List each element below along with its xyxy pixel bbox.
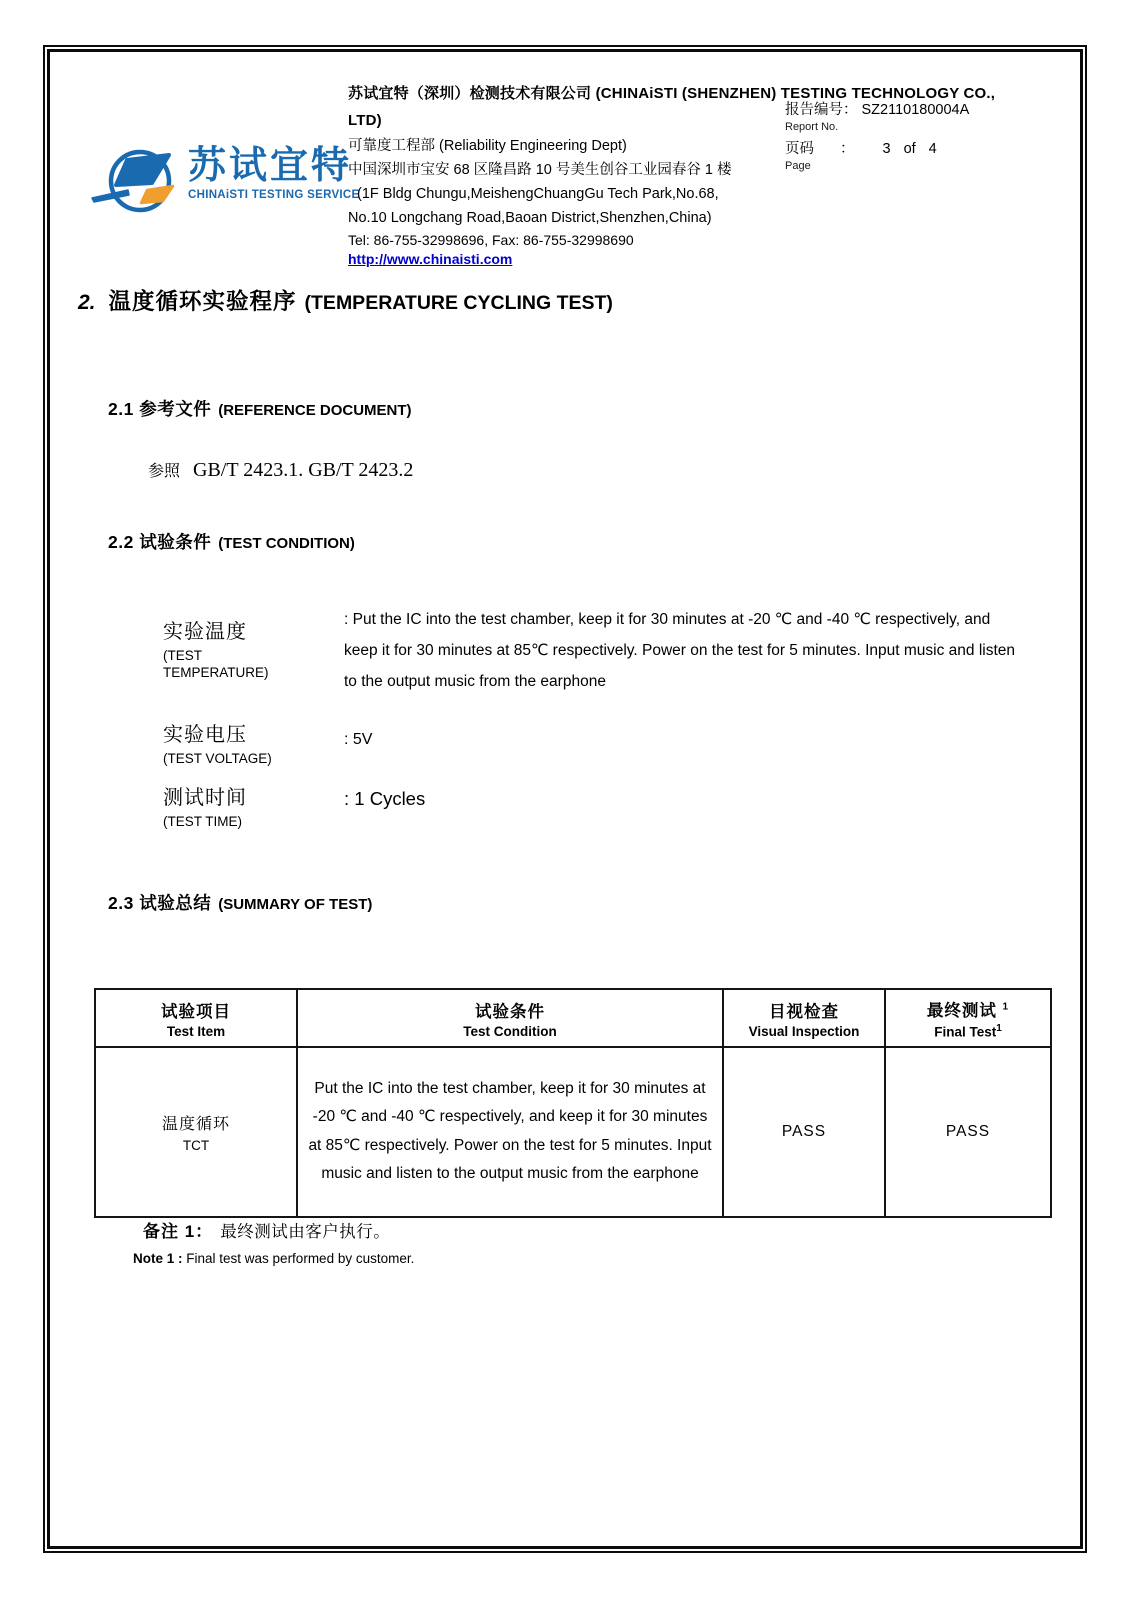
- test-time-label: [163, 781, 338, 830]
- reference-prefix: 参照: [148, 463, 181, 480]
- test-voltage-value: : 5V: [344, 731, 373, 748]
- section-title: [78, 284, 613, 316]
- col-final-test-cn-sup: 1: [1002, 1001, 1010, 1013]
- note-1-cn-prefix: 备注 1：: [143, 1222, 214, 1241]
- note-1-cn-text: 最终测试由客户执行。: [220, 1223, 391, 1241]
- test-voltage-label-cn: 实验电压: [163, 724, 247, 746]
- page-total: 4: [928, 141, 937, 157]
- summary-table: [94, 988, 1052, 1218]
- note-1-en-text: Final test was performed by customer.: [182, 1251, 415, 1266]
- col-test-condition-cn: 试验条件: [475, 1002, 545, 1021]
- test-temperature-label-cn: 实验温度: [163, 621, 247, 643]
- col-visual-inspection-en: Visual Inspection: [748, 1023, 860, 1039]
- logo-text: [188, 146, 360, 201]
- test-voltage-label-en: (TEST VOLTAGE): [163, 751, 272, 766]
- section-title-cn: 温度循环实验程序: [108, 289, 297, 314]
- col-final-test-en: [890, 1023, 1046, 1040]
- page-no-line: [785, 140, 1020, 158]
- page-colon: ：: [840, 141, 855, 157]
- col-final-test-en-sup: 1: [996, 1023, 1002, 1034]
- reference-standards: GB/T 2423.1. GB/T 2423.2: [193, 459, 414, 481]
- address-en-line1: (1F Bldg Chungu,MeishengChuangGu Tech Park,No.68,: [357, 186, 719, 202]
- report-no-value: SZ2110180004A: [861, 102, 970, 118]
- page-of-word: of: [903, 141, 916, 157]
- test-time-label-cn: 测试时间: [163, 787, 247, 809]
- column-header-test-item: [95, 989, 297, 1047]
- logo-company-name: 苏试宜特: [188, 145, 353, 187]
- cell-test-condition: Put the IC into the test chamber, keep it for 30 minutes at -20 ℃ and -40 ℃ respectively, and keep it for 30 minutes at 85℃ respectively. Power on the test for 5 minutes. Input music and listen to the output music from the earphone: [297, 1047, 723, 1217]
- cell-test-item: [95, 1047, 297, 1217]
- col-final-test-cn: [890, 997, 1046, 1021]
- column-header-visual-inspection: [723, 989, 885, 1047]
- heading-reference-document: [108, 396, 412, 421]
- cell-visual-inspection-result: PASS: [723, 1047, 885, 1217]
- test-item-en: TCT: [182, 1137, 210, 1153]
- test-temperature-label-en: (TEST TEMPERATURE): [163, 648, 269, 680]
- heading-reference-en: (REFERENCE DOCUMENT): [218, 402, 412, 419]
- company-logo: [90, 140, 360, 222]
- column-header-test-condition: [297, 989, 723, 1047]
- heading-summary-cn: 2.3 试验总结: [108, 893, 212, 913]
- note-1-en-prefix: Note 1 :: [133, 1251, 183, 1266]
- page-label: 页码: [785, 141, 814, 157]
- col-visual-inspection-cn: 目视检查: [769, 1002, 839, 1021]
- test-temperature-label: [163, 615, 338, 681]
- tel-fax-line: Tel: 86-755-32998696, Fax: 86-755-32998690: [348, 232, 634, 248]
- heading-condition-cn: 2.2 试验条件: [108, 532, 212, 552]
- summary-table-header-row: [95, 989, 1051, 1047]
- website-link[interactable]: http://www.chinaisti.com: [348, 251, 513, 267]
- cell-final-test-result: PASS: [885, 1047, 1051, 1217]
- report-no-sublabel: Report No.: [785, 121, 839, 133]
- logo-mark-icon: [90, 140, 186, 222]
- test-time-value: : 1 Cycles: [344, 788, 426, 809]
- report-no-line: [785, 101, 1020, 119]
- note-1-en: [133, 1251, 414, 1266]
- test-voltage-label: [163, 718, 338, 767]
- page-sublabel: Page: [785, 160, 811, 172]
- logo-tagline: CHINAiSTI TESTING SERVICE: [188, 189, 360, 201]
- report-info-block: [785, 101, 1020, 179]
- note-1-cn: [143, 1217, 390, 1242]
- report-no-label: 报告编号：: [785, 102, 858, 118]
- department-line: 可靠度工程部 (Reliability Engineering Dept): [348, 138, 627, 154]
- col-test-item-en: Test Item: [166, 1023, 226, 1039]
- summary-table-row-tct: [95, 1047, 1051, 1217]
- col-test-condition-en: Test Condition: [463, 1023, 557, 1039]
- address-cn-line: 中国深圳市宝安 68 区隆昌路 10 号美生创谷工业园春谷 1 楼: [348, 162, 732, 178]
- heading-summary-of-test: [108, 890, 372, 915]
- heading-condition-en: (TEST CONDITION): [218, 535, 355, 552]
- test-item-cn: 温度循环: [161, 1115, 230, 1133]
- column-header-final-test: [885, 989, 1051, 1047]
- section-number: 2.: [78, 291, 96, 314]
- heading-test-condition: [108, 529, 355, 554]
- section-title-en: (TEMPERATURE CYCLING TEST): [304, 292, 613, 314]
- col-test-item-cn: 试验项目: [161, 1002, 231, 1021]
- heading-summary-en: (SUMMARY OF TEST): [218, 896, 373, 913]
- address-en-line2: No.10 Longchang Road,Baoan District,Shenzhen,China): [348, 210, 712, 226]
- heading-reference-cn: 2.1 参考文件: [108, 399, 212, 419]
- col-final-test-en-text: Final Test: [934, 1024, 997, 1040]
- col-final-test-cn-text: 最终测试: [926, 1002, 997, 1020]
- page-current: 3: [882, 141, 891, 157]
- reference-body: [148, 458, 413, 482]
- test-time-label-en: (TEST TIME): [163, 814, 243, 829]
- test-temperature-value: : Put the IC into the test chamber, keep it for 30 minutes at -20 ℃ and -40 ℃ respectively, and keep it for 30 minutes at 85℃ respectively. Power on the test for 5 minutes. Input music and listen to the output music from the earphone: [344, 611, 1016, 690]
- company-name-line: 苏试宜特（深圳）检测技术有限公司 (CHINAiSTI (SHENZHEN) TESTING TECHNOLOGY CO., LTD): [348, 85, 996, 129]
